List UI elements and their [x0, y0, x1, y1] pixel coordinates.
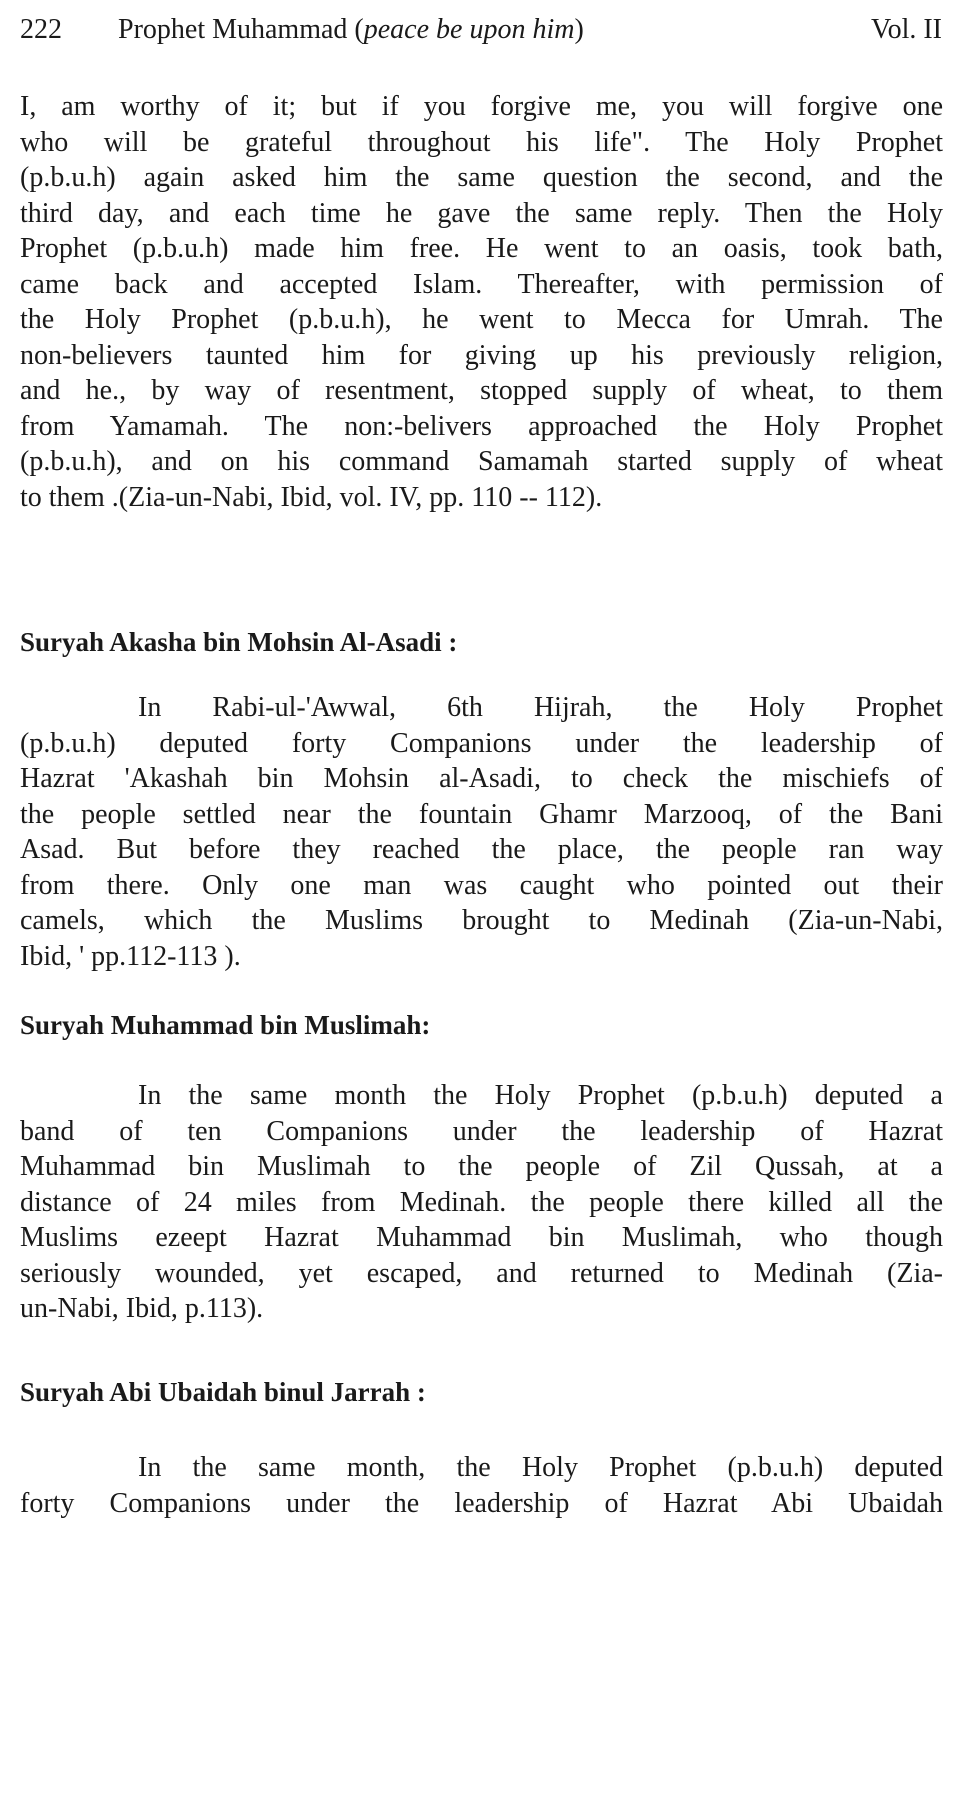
page-number: 222 [20, 14, 62, 45]
text-line: band of ten Companions under the leadership of Hazrat [20, 1115, 943, 1147]
paragraph-muslimah [20, 1078, 943, 1327]
text-line: (p.b.u.h), and on his command Samamah started supply of wheat [20, 446, 943, 477]
section-heading-muslimah: Suryah Muhammad bin Muslimah: [20, 1010, 431, 1040]
text-line: forty Companions under the leadership of Hazrat Abi Ubaidah [20, 1487, 943, 1519]
text-line: seriously wounded, yet escaped, and returned to Medinah (Zia- [20, 1257, 943, 1289]
text-line: Muslims ezeept Hazrat Muhammad bin Muslimah, who though [20, 1222, 943, 1253]
running-header [20, 10, 942, 50]
text-line: who will be grateful throughout his life". The Holy Prophet [20, 126, 943, 158]
text-line: In the same month, the Holy Prophet (p.b.u.h) deputed [138, 1452, 943, 1483]
text-line: (p.b.u.h) again asked him the same question the second, and the [20, 162, 943, 193]
volume-label: Vol. II [870, 14, 942, 45]
text-line: came back and accepted Islam. Thereafter, with permission of [20, 268, 943, 300]
text-line: Muhammad bin Muslimah to the people of Zil Qussah, at a [20, 1151, 943, 1182]
text-line: camels, which the Muslims brought to Medinah (Zia-un-Nabi, [20, 905, 943, 936]
text-line: In the same month the Holy Prophet (p.b.u.h) deputed a [138, 1080, 943, 1111]
book-title [118, 10, 584, 50]
section-heading-akasha: Suryah Akasha bin Mohsin Al-Asadi : [20, 627, 458, 657]
text-line: distance of 24 miles from Medinah. the people there killed all the [20, 1186, 943, 1218]
text-line: third day, and each time he gave the same reply. Then the Holy [20, 197, 943, 229]
paragraph-continued [20, 89, 943, 515]
text-line: Prophet (p.b.u.h) made him free. He went to an oasis, took bath, [20, 233, 943, 264]
text-line: I, am worthy of it; but if you forgive me, you will forgive one [20, 91, 943, 122]
paragraph-akasha [20, 690, 943, 974]
text-line: Ibid, ' pp.112-113 ). [20, 940, 241, 972]
text-line: and he., by way of resentment, stopped supply of wheat, to them [20, 375, 943, 406]
text-line: Asad. But before they reached the place, the people ran way [20, 834, 943, 865]
text-line: the Holy Prophet (p.b.u.h), he went to Mecca for Umrah. The [20, 304, 943, 335]
text-line: (p.b.u.h) deputed forty Companions under the leadership of [20, 727, 943, 759]
book-title-main: Prophet Muhammad ( [118, 14, 364, 45]
text-line: to them .(Zia-un-Nabi, Ibid, vol. IV, pp. 110 -- 112). [20, 481, 603, 513]
book-title-italic: peace be upon him [363, 14, 575, 45]
text-line: non-believers taunted him for giving up his previously religion, [20, 339, 943, 371]
text-line: In Rabi-ul-'Awwal, 6th Hijrah, the Holy Prophet [138, 692, 943, 723]
text-line: from Yamamah. The non:-belivers approached the Holy Prophet [20, 410, 943, 442]
paragraph-ubaidah [20, 1450, 943, 1521]
book-title-close: ) [574, 14, 584, 45]
text-line: un-Nabi, Ibid, p.113). [20, 1293, 264, 1324]
section-heading-ubaidah: Suryah Abi Ubaidah binul Jarrah : [20, 1377, 426, 1407]
text-line: the people settled near the fountain Ghamr Marzooq, of the Bani [20, 798, 943, 830]
text-line: Hazrat 'Akashah bin Mohsin al-Asadi, to check the mischiefs of [20, 763, 943, 794]
text-line: from there. Only one man was caught who pointed out their [20, 869, 943, 901]
